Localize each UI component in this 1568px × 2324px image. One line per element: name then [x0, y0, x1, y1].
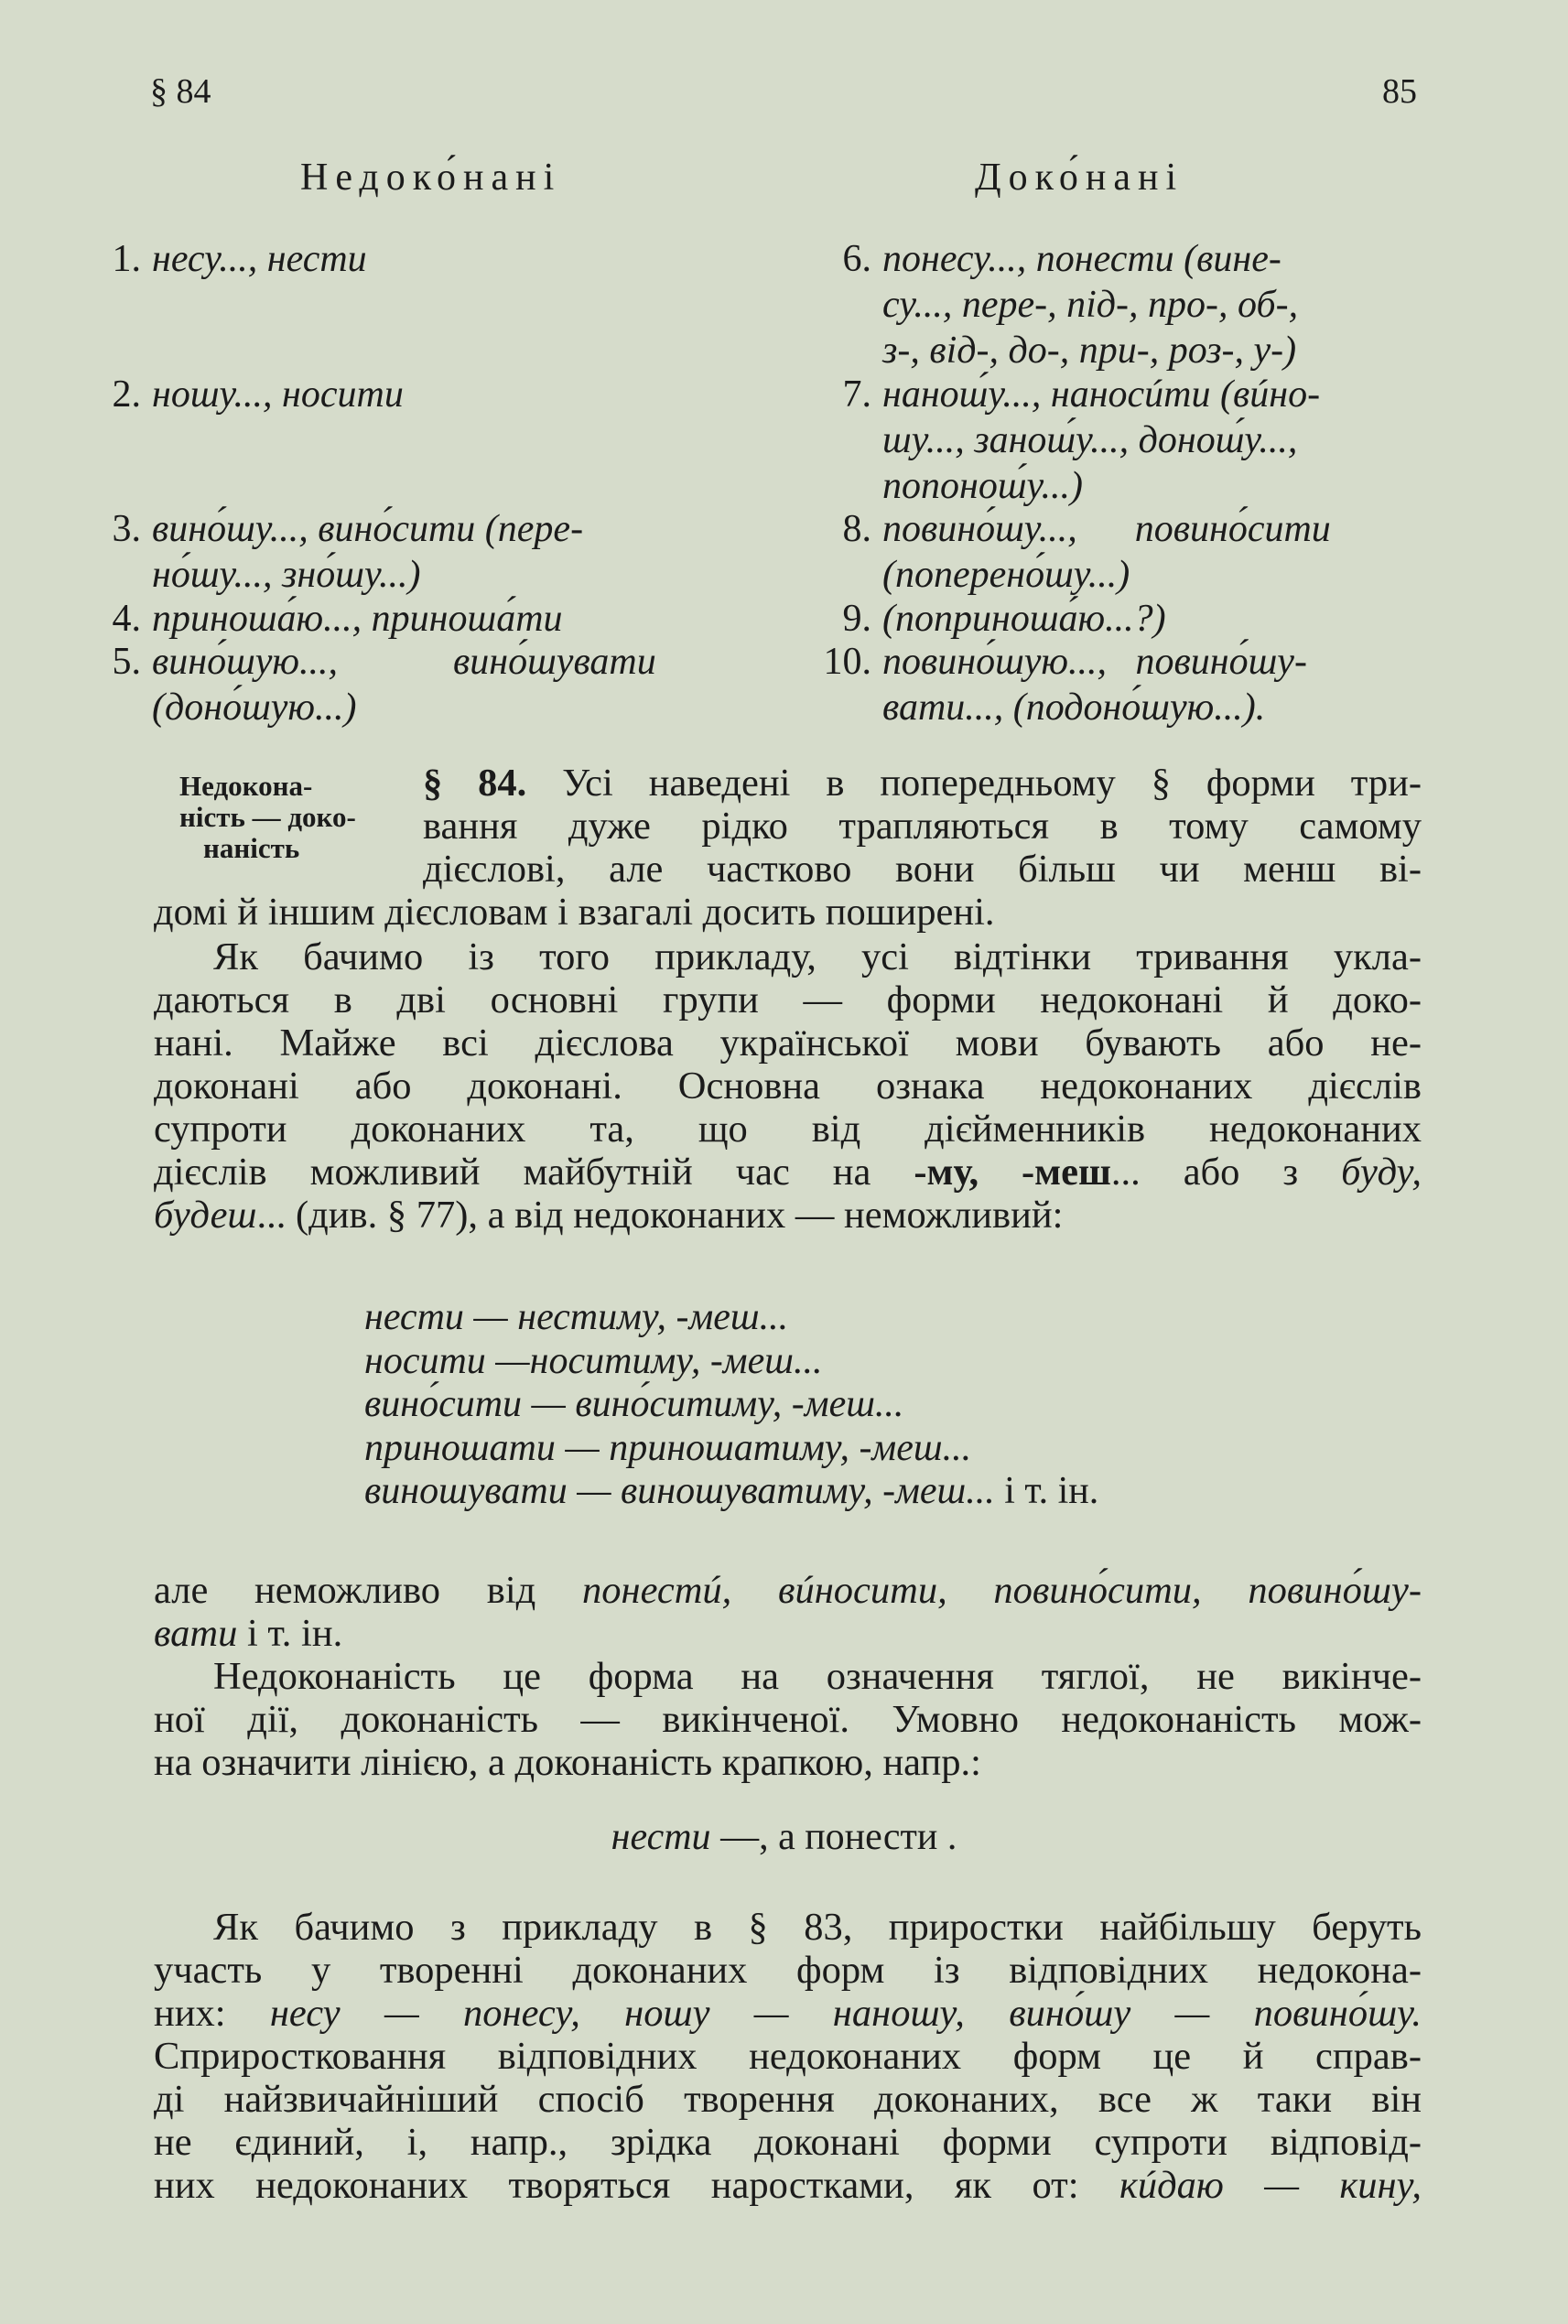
list-item: 5. вино́шую..., вино́шувати (доно́шую...)	[84, 639, 656, 730]
item-text: но́шу..., зно́шу...)	[152, 554, 421, 596]
section-mark: § 84.	[423, 762, 527, 805]
list-item: 4. приноша́ю..., приноша́ти	[112, 598, 563, 640]
item-text: вати..., (подоно́шую...).	[882, 686, 1266, 729]
paragraph-line: домі й іншим дієсловам і взагалі досить поширені.	[154, 891, 995, 934]
list-item: 3. вино́шу..., вино́сити (пере- но́шу..., зно́шу...)	[84, 506, 583, 598]
section-84-paragraph: § 84. Усі наведені в попередньому § форми три- вання дуже рідко трапляються в тому самому дієслові, але частково вони більш чи менш ві-	[423, 762, 1422, 891]
item-text: су..., пере-, під-, про-, об-,	[882, 284, 1299, 326]
centered-example: нести —, а понести .	[611, 1816, 957, 1858]
item-text: приноша́ю..., приноша́ти	[152, 598, 563, 640]
example-line: нести — нестиму, -меш...	[364, 1296, 789, 1338]
column-heading-perfective: Доко́нані	[975, 157, 1184, 199]
page-number: 85	[1382, 72, 1417, 111]
item-text: понесу..., понести (вине-	[882, 238, 1281, 280]
running-head-section: § 84	[150, 72, 211, 111]
paragraph-2: Як бачимо із того прикладу, усі відтінки тривання укла- даються в дві основні групи — форми недоконані й доко- нані. Майже всі дієслова української мови бувають або не- доконані або доконані. Основна ознака недоконаних дієслів супроти доконаних та, що від дієйменників недоконаних дієслів можливий майбутній час на -му, -меш... або з буду, будеш... (див. § 77), а від недоконаних — неможливий:	[154, 935, 1422, 1237]
item-text: з-, від-, до-, при-, роз-, у-)	[882, 330, 1297, 372]
item-text: вино́шу..., вино́сити (пере-	[152, 508, 584, 550]
item-text: попонош́у...)	[882, 465, 1084, 507]
column-heading-imperfective: Недоко́нані	[300, 157, 562, 199]
list-item: 6. понесу..., понести (вине- су..., пере-, під-, про-, об-, з-, від-, до-, при-, роз-, у-)	[815, 236, 1298, 373]
paragraph-5: Як бачимо з прикладу в § 83, приростки найбільшу беруть участь у творенні доконаних форм із відповідних недокона- них: несу — понесу, ношу — наношу, вино́шу — повино́шу. Сприростковання відповідних недоконаних форм це й справ- ді найзвичайніший спосіб творення доконаних, все ж таки він не єдиний, і, напр., зрідка доконані форми супроти відповід- них недоконаних творяться наростками, як от: кúдаю — кину,	[154, 1906, 1422, 2207]
list-item: 7. нанош́у..., наносúти (вúно- шу..., занош́у..., донош́у..., попонош́у...)	[815, 372, 1320, 509]
item-text: ношу..., носити	[152, 373, 404, 416]
item-text: вино́шую..., вино́шувати	[152, 641, 656, 683]
example-line: носити —носитиму, -меш...	[364, 1339, 823, 1382]
example-line: приношати — приношатиму, -меш...	[364, 1426, 972, 1469]
item-text: нанош́у..., наносúти (вúно-	[882, 373, 1321, 416]
item-text: повино́шу..., повино́сити	[882, 508, 1331, 550]
item-text: (поприноша́ю...?)	[882, 598, 1166, 640]
paragraph-4: Недоконаність це форма на означення тяглої, не викінче- ної дії, доконаність — викінченої. Умовно недоконаність мож- на означити лінією, а доконаність крапкою, напр.:	[154, 1655, 1422, 1784]
item-text: несу..., нести	[152, 238, 367, 280]
list-item: 1. несу..., нести	[112, 238, 367, 280]
item-text: повино́шую..., повино́шу-	[882, 641, 1307, 683]
item-text: (поперено́шу...)	[882, 554, 1130, 596]
margin-note: Недокона- ність — доко- наність	[179, 770, 356, 864]
list-item: 8. повино́шу..., повино́сити (поперено́шу...)	[815, 506, 1331, 598]
examples-block	[364, 1296, 1098, 1514]
example-line: виношувати — виношуватиму, -меш... і т. ін.	[364, 1470, 1099, 1512]
list-item: 9. (поприноша́ю...?)	[842, 598, 1166, 640]
example-line: вино́сити — вино́ситиму, -меш...	[364, 1383, 904, 1425]
list-item: 10. повино́шую..., повино́шу- вати..., (подоно́шую...).	[815, 639, 1307, 730]
item-text: шу..., занош́у..., донош́у...,	[882, 419, 1298, 461]
paragraph-3: але неможливо від понестú, вúносити, повино́сити, повино́шу- вати і т. ін.	[154, 1569, 1422, 1655]
item-text: (доно́шую...)	[152, 686, 357, 729]
list-item: 2. ношу..., носити	[112, 373, 404, 416]
